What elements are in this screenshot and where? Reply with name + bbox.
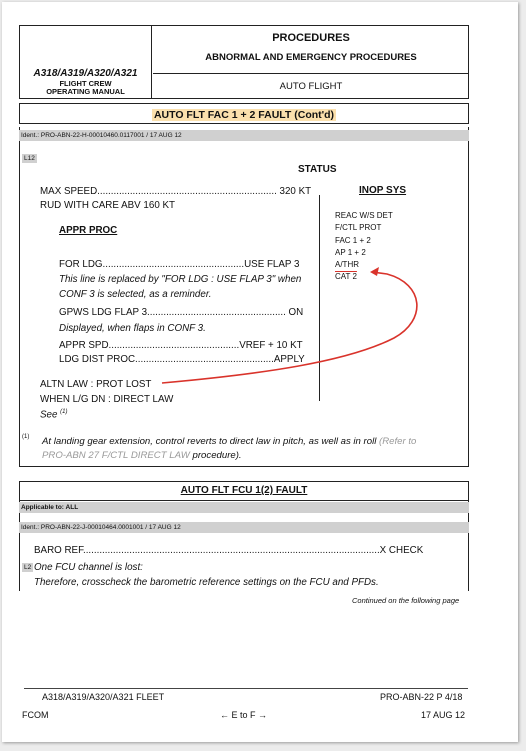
- proc2-note-b: Therefore, crosscheck the barometric reference settings on the FCU and PFDs.: [34, 577, 379, 588]
- inop-item: REAC W/S DET: [335, 211, 393, 220]
- see-label: See: [40, 409, 58, 421]
- subsection-title: ABNORMAL AND EMERGENCY PROCEDURES: [205, 52, 417, 63]
- note1-line-a: This line is replaced by "FOR LDG : USE FLAP 3" when: [59, 274, 302, 285]
- footnote-line-1: [42, 436, 416, 447]
- annotation-arrow: [2, 2, 518, 742]
- appr-proc-heading: APPR PROC: [59, 225, 118, 236]
- proc2-body: [19, 481, 469, 591]
- footer-rule: [24, 688, 468, 689]
- footer-fleet: A318/A319/A320/A321 FLEET: [42, 692, 165, 702]
- appr-spd-line: APPR SPD................................................VREF + 10 KT: [59, 340, 303, 351]
- gpws-line: GPWS LDG FLAP 3................................................... ON: [59, 307, 304, 318]
- arrow-curve: [162, 272, 417, 383]
- aircraft-model: A318/A319/A320/A321: [33, 68, 138, 79]
- proc1-level-badge: L12: [24, 155, 35, 162]
- inop-item: FAC 1 + 2: [335, 235, 371, 245]
- note1-line-b: CONF 3 is selected, as a reminder.: [59, 289, 212, 300]
- inop-item-athr: A/THR: [335, 260, 359, 270]
- manual-line-1: FLIGHT CREW: [59, 79, 112, 88]
- rud-line: RUD WITH CARE ABV 160 KT: [40, 200, 176, 211]
- arrow-head: [370, 267, 379, 276]
- proc2-level-badge: L2: [24, 564, 32, 571]
- chapter-title: AUTO FLIGHT: [279, 81, 343, 92]
- footer-fcom: FCOM: [22, 710, 49, 720]
- footer-date: 17 AUG 12: [421, 710, 466, 720]
- footnote-line-2: [42, 450, 242, 461]
- footer-page-ref: PRO-ABN-22 P 4/18: [380, 692, 463, 702]
- inop-sys-heading: INOP SYS: [359, 185, 407, 196]
- proc2-title-box: [19, 481, 469, 501]
- inop-item: AP 1 + 2: [335, 247, 366, 257]
- footer-nav[interactable]: ← E to F →: [220, 710, 268, 720]
- when-lg-line: WHEN L/G DN : DIRECT LAW: [40, 394, 174, 405]
- for-ldg-line: FOR LDG....................................................USE FLAP 3: [59, 259, 300, 270]
- footnote-text: At landing gear extension, control reverts to direct law in pitch, as well as in roll: [42, 436, 377, 447]
- see-ref-mark: (1): [60, 409, 68, 415]
- page: [2, 2, 518, 742]
- manual-line-2: OPERATING MANUAL: [46, 87, 125, 96]
- proc1-ident: Ident.: PRO-ABN-22-H-00010460.0117001 / 17 AUG 12: [19, 130, 469, 141]
- continued-note: Continued on the following page: [352, 596, 460, 605]
- section-title: PROCEDURES: [272, 32, 350, 44]
- footnote-mark: (1): [22, 434, 30, 440]
- altn-law-line: ALTN LAW : PROT LOST: [40, 379, 152, 390]
- proc2-ident: Ident.: PRO-ABN-22-J-00010464.0001001 / 17 AUG 12: [19, 522, 469, 533]
- proc2-applicable: Applicable to: ALL: [19, 502, 469, 513]
- status-label: STATUS: [298, 164, 337, 175]
- footnote-ref-open: (Refer to: [379, 436, 417, 447]
- footnote-end: procedure).: [189, 450, 242, 461]
- footnote-ref-link[interactable]: PRO-ABN 27 F/CTL DIRECT LAW: [42, 450, 190, 461]
- proc1-title: AUTO FLT FAC 1 + 2 FAULT (Cont'd): [153, 109, 335, 121]
- proc2-note-a: One FCU channel is lost:: [34, 562, 143, 573]
- proc2-title: AUTO FLT FCU 1(2) FAULT: [180, 485, 308, 496]
- inop-item: CAT 2: [335, 272, 357, 282]
- note2-line: Displayed, when flaps in CONF 3.: [59, 323, 206, 334]
- max-speed-line: MAX SPEED.................................................................. 320 KT: [40, 186, 312, 197]
- inop-item: F/CTL PROT: [335, 223, 382, 233]
- ldg-dist-line: LDG DIST PROC...................................................APPLY: [59, 354, 305, 365]
- baro-ref-line: BARO REF.............................................................................................................X CHECK: [34, 545, 424, 556]
